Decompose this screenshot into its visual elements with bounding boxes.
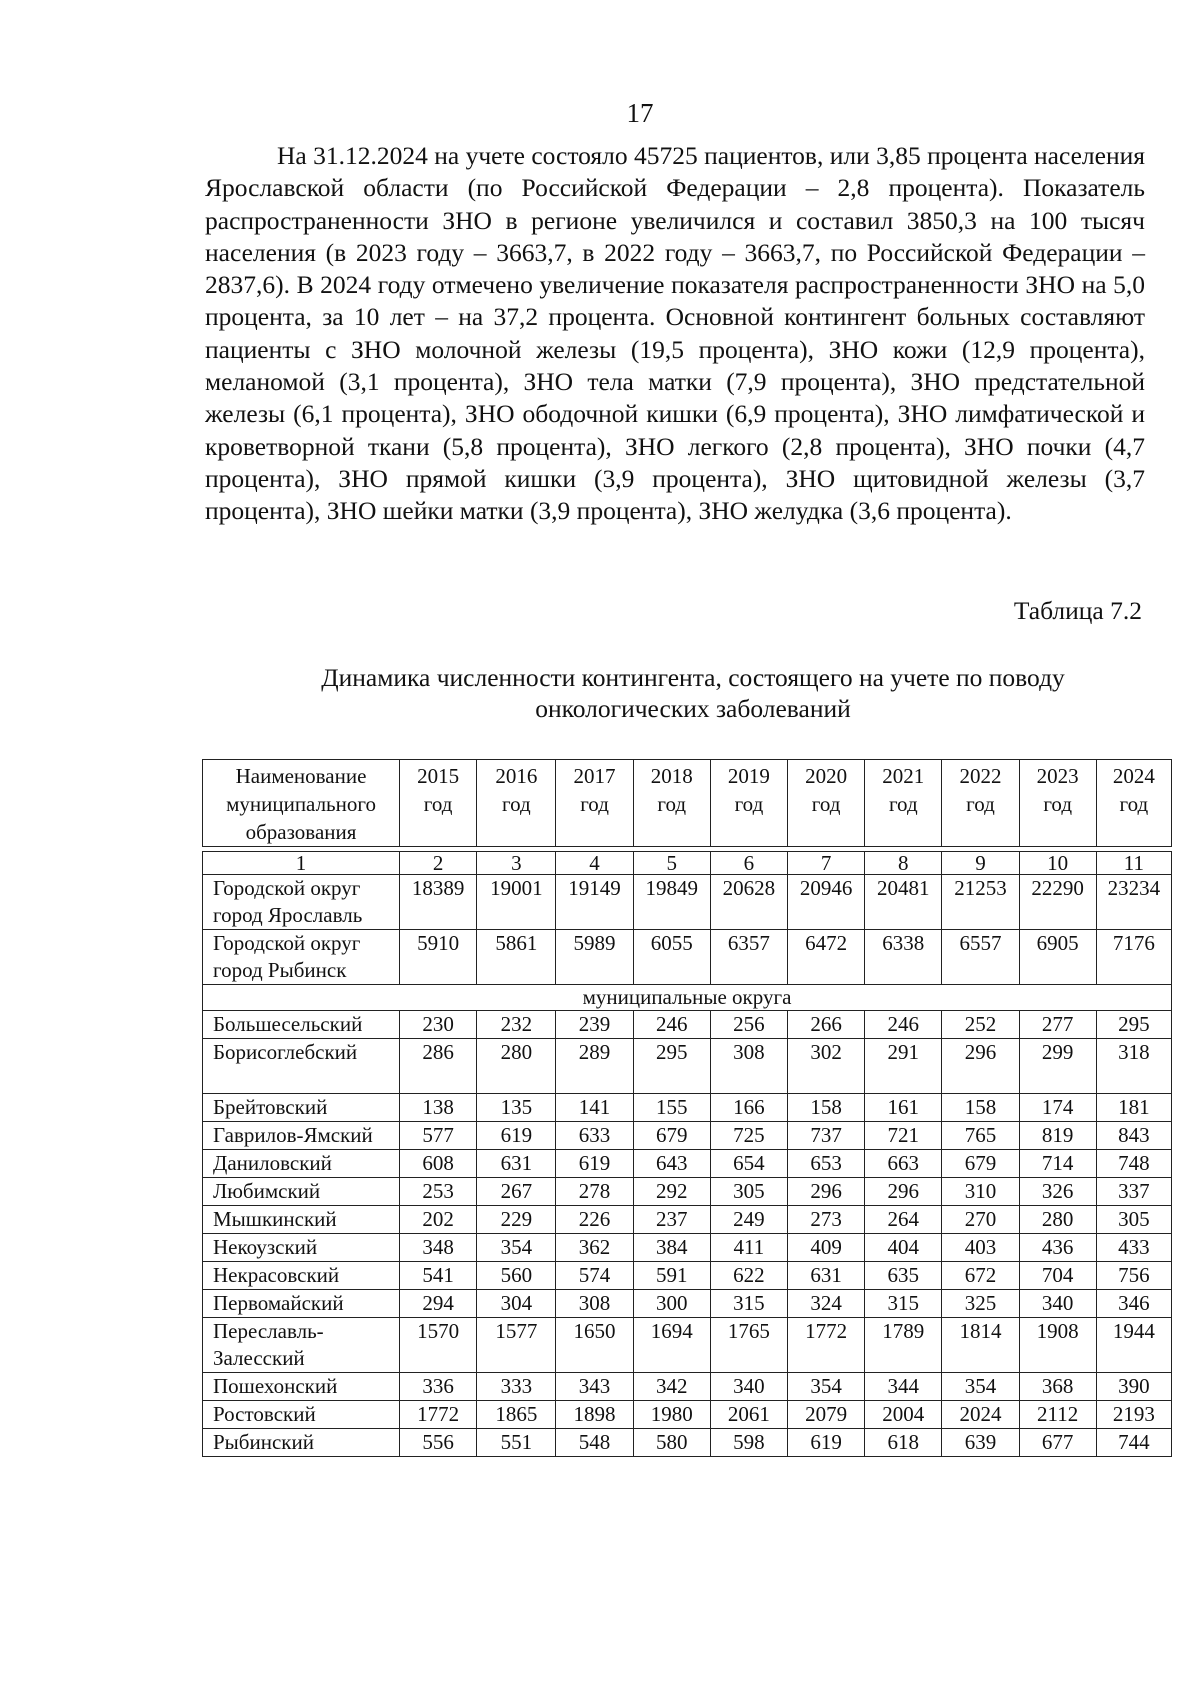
value-cell: 721 — [865, 1122, 942, 1150]
contingent-table — [202, 759, 1172, 1457]
header-year-cell: 2024 год — [1096, 760, 1171, 847]
value-cell: 295 — [1096, 1011, 1171, 1039]
table-row — [203, 1318, 1172, 1373]
value-cell: 1789 — [865, 1318, 942, 1373]
value-cell: 20628 — [710, 875, 787, 930]
value-cell: 404 — [865, 1234, 942, 1262]
column-number-cell: 2 — [400, 852, 477, 875]
value-cell: 2061 — [710, 1401, 787, 1429]
value-cell: 643 — [633, 1150, 710, 1178]
value-cell: 270 — [942, 1206, 1019, 1234]
value-cell: 1570 — [400, 1318, 477, 1373]
value-cell: 631 — [788, 1262, 865, 1290]
value-cell: 166 — [710, 1094, 787, 1122]
column-number-cell: 3 — [477, 852, 556, 875]
header-year-cell: 2020 год — [788, 760, 865, 847]
value-cell: 639 — [942, 1429, 1019, 1457]
value-cell: 304 — [477, 1290, 556, 1318]
value-cell: 277 — [1019, 1011, 1096, 1039]
header-year-cell: 2021 год — [865, 760, 942, 847]
value-cell: 340 — [1019, 1290, 1096, 1318]
value-cell: 677 — [1019, 1429, 1096, 1457]
value-cell: 390 — [1096, 1373, 1171, 1401]
value-cell: 318 — [1096, 1039, 1171, 1094]
table-row — [203, 1262, 1172, 1290]
value-cell: 273 — [788, 1206, 865, 1234]
value-cell: 1650 — [556, 1318, 633, 1373]
value-cell: 20481 — [865, 875, 942, 930]
value-cell: 633 — [556, 1122, 633, 1150]
value-cell: 324 — [788, 1290, 865, 1318]
municipality-name-cell: Переславль-Залесский — [203, 1318, 400, 1373]
value-cell: 18389 — [400, 875, 477, 930]
municipality-name-cell: Городской округ город Рыбинск — [203, 930, 400, 985]
municipality-name-cell: Ростовский — [203, 1401, 400, 1429]
value-cell: 22290 — [1019, 875, 1096, 930]
value-cell: 315 — [710, 1290, 787, 1318]
value-cell: 6472 — [788, 930, 865, 985]
value-cell: 1772 — [400, 1401, 477, 1429]
municipality-name-cell: Пошехонский — [203, 1373, 400, 1401]
value-cell: 672 — [942, 1262, 1019, 1290]
value-cell: 362 — [556, 1234, 633, 1262]
body-paragraph: На 31.12.2024 на учете состояло 45725 пациентов, или 3,85 процента населения Ярославской области (по Российской Федерации – 2,8 процента). Показатель распространенности ЗНО в регионе увеличился и составил 3850,3 на 100 тысяч населения (в 2023 году – 3663,7, в 2022 году – 3663,7, по Российской Федерации – 2837,6). В 2024 году отмечено увеличение показателя распространенности ЗНО на 5,0 процента, за 10 лет – на 37,2 процента. Основной контингент больных составляют пациенты с ЗНО молочной железы (19,5 процента), ЗНО кожи (12,9 процента), меланомой (3,1 процента), ЗНО тела матки (7,9 процента), ЗНО предстательной железы (6,1 процента), ЗНО ободочной кишки (6,9 процента), ЗНО лимфатической и кроветворной ткани (5,8 процента), ЗНО легкого (2,8 процента), ЗНО почки (4,7 процента), ЗНО прямой кишки (3,9 процента), ЗНО щитовидной железы (3,7 процента), ЗНО шейки матки (3,9 процента), ЗНО желудка (3,6 процента). — [205, 141, 1145, 526]
value-cell: 548 — [556, 1429, 633, 1457]
header-name-cell: Наименование муниципального образования — [203, 760, 400, 847]
value-cell: 654 — [710, 1150, 787, 1178]
column-number-cell: 5 — [633, 852, 710, 875]
header-year-cell: 2022 год — [942, 760, 1019, 847]
column-number-cell: 10 — [1019, 852, 1096, 875]
value-cell: 289 — [556, 1039, 633, 1094]
value-cell: 23234 — [1096, 875, 1171, 930]
value-cell: 286 — [400, 1039, 477, 1094]
value-cell: 6338 — [865, 930, 942, 985]
page-number: 17 — [626, 98, 654, 128]
value-cell: 6055 — [633, 930, 710, 985]
value-cell: 2024 — [942, 1401, 1019, 1429]
header-year-cell: 2023 год — [1019, 760, 1096, 847]
header-year-cell: 2015 год — [400, 760, 477, 847]
value-cell: 551 — [477, 1429, 556, 1457]
municipality-name-cell: Брейтовский — [203, 1094, 400, 1122]
header-year-cell: 2019 год — [710, 760, 787, 847]
table-row — [203, 1011, 1172, 1039]
value-cell: 1577 — [477, 1318, 556, 1373]
value-cell: 252 — [942, 1011, 1019, 1039]
value-cell: 326 — [1019, 1178, 1096, 1206]
value-cell: 253 — [400, 1178, 477, 1206]
value-cell: 1694 — [633, 1318, 710, 1373]
table-row — [203, 1234, 1172, 1262]
value-cell: 20946 — [788, 875, 865, 930]
value-cell: 403 — [942, 1234, 1019, 1262]
value-cell: 280 — [1019, 1206, 1096, 1234]
value-cell: 249 — [710, 1206, 787, 1234]
table-header-row — [203, 760, 1172, 847]
value-cell: 5861 — [477, 930, 556, 985]
value-cell: 295 — [633, 1039, 710, 1094]
table-row — [203, 1150, 1172, 1178]
value-cell: 246 — [633, 1011, 710, 1039]
table-row — [203, 1206, 1172, 1234]
value-cell: 21253 — [942, 875, 1019, 930]
value-cell: 264 — [865, 1206, 942, 1234]
value-cell: 354 — [477, 1234, 556, 1262]
value-cell: 580 — [633, 1429, 710, 1457]
value-cell: 744 — [1096, 1429, 1171, 1457]
value-cell: 704 — [1019, 1262, 1096, 1290]
value-cell: 305 — [710, 1178, 787, 1206]
value-cell: 619 — [556, 1150, 633, 1178]
table-row — [203, 1429, 1172, 1457]
value-cell: 574 — [556, 1262, 633, 1290]
table-title-line-2: онкологических заболеваний — [535, 694, 851, 723]
value-cell: 591 — [633, 1262, 710, 1290]
value-cell: 158 — [788, 1094, 865, 1122]
value-cell: 619 — [477, 1122, 556, 1150]
municipality-name-cell: Большесельский — [203, 1011, 400, 1039]
value-cell: 737 — [788, 1122, 865, 1150]
value-cell: 843 — [1096, 1122, 1171, 1150]
value-cell: 19001 — [477, 875, 556, 930]
value-cell: 2079 — [788, 1401, 865, 1429]
value-cell: 368 — [1019, 1373, 1096, 1401]
municipality-name-cell: Городской округ город Ярославль — [203, 875, 400, 930]
value-cell: 725 — [710, 1122, 787, 1150]
column-number-cell: 11 — [1096, 852, 1171, 875]
value-cell: 333 — [477, 1373, 556, 1401]
value-cell: 618 — [865, 1429, 942, 1457]
value-cell: 679 — [942, 1150, 1019, 1178]
value-cell: 291 — [865, 1039, 942, 1094]
value-cell: 2193 — [1096, 1401, 1171, 1429]
value-cell: 232 — [477, 1011, 556, 1039]
value-cell: 299 — [1019, 1039, 1096, 1094]
municipality-name-cell: Некоузский — [203, 1234, 400, 1262]
value-cell: 436 — [1019, 1234, 1096, 1262]
value-cell: 348 — [400, 1234, 477, 1262]
value-cell: 6357 — [710, 930, 787, 985]
value-cell: 302 — [788, 1039, 865, 1094]
municipality-name-cell: Борисоглебский — [203, 1039, 400, 1094]
value-cell: 344 — [865, 1373, 942, 1401]
value-cell: 354 — [788, 1373, 865, 1401]
value-cell: 556 — [400, 1429, 477, 1457]
value-cell: 1765 — [710, 1318, 787, 1373]
value-cell: 343 — [556, 1373, 633, 1401]
table-row — [203, 1122, 1172, 1150]
table-row — [203, 1373, 1172, 1401]
value-cell: 19149 — [556, 875, 633, 930]
value-cell: 229 — [477, 1206, 556, 1234]
value-cell: 1865 — [477, 1401, 556, 1429]
section-label-cell: муниципальные округа — [203, 985, 1172, 1011]
header-year-cell: 2018 год — [633, 760, 710, 847]
municipality-name-cell: Гаврилов-Ямский — [203, 1122, 400, 1150]
value-cell: 631 — [477, 1150, 556, 1178]
value-cell: 246 — [865, 1011, 942, 1039]
column-number-cell: 9 — [942, 852, 1019, 875]
value-cell: 433 — [1096, 1234, 1171, 1262]
value-cell: 325 — [942, 1290, 1019, 1318]
municipality-name-cell: Даниловский — [203, 1150, 400, 1178]
value-cell: 310 — [942, 1178, 1019, 1206]
value-cell: 308 — [710, 1039, 787, 1094]
value-cell: 155 — [633, 1094, 710, 1122]
value-cell: 296 — [865, 1178, 942, 1206]
municipality-name-cell: Мышкинский — [203, 1206, 400, 1234]
header-year-cell: 2016 год — [477, 760, 556, 847]
value-cell: 1814 — [942, 1318, 1019, 1373]
table-row — [203, 1094, 1172, 1122]
value-cell: 714 — [1019, 1150, 1096, 1178]
value-cell: 266 — [788, 1011, 865, 1039]
value-cell: 135 — [477, 1094, 556, 1122]
table-row — [203, 875, 1172, 930]
value-cell: 239 — [556, 1011, 633, 1039]
value-cell: 1944 — [1096, 1318, 1171, 1373]
value-cell: 598 — [710, 1429, 787, 1457]
value-cell: 635 — [865, 1262, 942, 1290]
value-cell: 294 — [400, 1290, 477, 1318]
value-cell: 819 — [1019, 1122, 1096, 1150]
value-cell: 384 — [633, 1234, 710, 1262]
value-cell: 230 — [400, 1011, 477, 1039]
column-number-cell: 8 — [865, 852, 942, 875]
value-cell: 280 — [477, 1039, 556, 1094]
value-cell: 340 — [710, 1373, 787, 1401]
value-cell: 622 — [710, 1262, 787, 1290]
value-cell: 5910 — [400, 930, 477, 985]
value-cell: 541 — [400, 1262, 477, 1290]
value-cell: 292 — [633, 1178, 710, 1206]
value-cell: 267 — [477, 1178, 556, 1206]
value-cell: 1908 — [1019, 1318, 1096, 1373]
value-cell: 354 — [942, 1373, 1019, 1401]
value-cell: 202 — [400, 1206, 477, 1234]
value-cell: 256 — [710, 1011, 787, 1039]
column-number-cell: 1 — [203, 852, 400, 875]
value-cell: 619 — [788, 1429, 865, 1457]
municipality-name-cell: Некрасовский — [203, 1262, 400, 1290]
value-cell: 560 — [477, 1262, 556, 1290]
value-cell: 748 — [1096, 1150, 1171, 1178]
column-number-cell: 7 — [788, 852, 865, 875]
value-cell: 315 — [865, 1290, 942, 1318]
value-cell: 679 — [633, 1122, 710, 1150]
value-cell: 296 — [942, 1039, 1019, 1094]
value-cell: 342 — [633, 1373, 710, 1401]
header-year-cell: 2017 год — [556, 760, 633, 847]
value-cell: 141 — [556, 1094, 633, 1122]
value-cell: 5989 — [556, 930, 633, 985]
value-cell: 6557 — [942, 930, 1019, 985]
value-cell: 608 — [400, 1150, 477, 1178]
value-cell: 7176 — [1096, 930, 1171, 985]
value-cell: 138 — [400, 1094, 477, 1122]
municipality-name-cell: Любимский — [203, 1178, 400, 1206]
table-row — [203, 930, 1172, 985]
table-row — [203, 1178, 1172, 1206]
value-cell: 1772 — [788, 1318, 865, 1373]
municipality-name-cell: Рыбинский — [203, 1429, 400, 1457]
value-cell: 346 — [1096, 1290, 1171, 1318]
section-row — [203, 985, 1172, 1011]
value-cell: 226 — [556, 1206, 633, 1234]
value-cell: 6905 — [1019, 930, 1096, 985]
value-cell: 296 — [788, 1178, 865, 1206]
value-cell: 1898 — [556, 1401, 633, 1429]
value-cell: 663 — [865, 1150, 942, 1178]
value-cell: 2004 — [865, 1401, 942, 1429]
value-cell: 765 — [942, 1122, 1019, 1150]
column-number-cell: 6 — [710, 852, 787, 875]
value-cell: 278 — [556, 1178, 633, 1206]
table-row — [203, 1039, 1172, 1094]
value-cell: 409 — [788, 1234, 865, 1262]
value-cell: 19849 — [633, 875, 710, 930]
value-cell: 300 — [633, 1290, 710, 1318]
table-body — [203, 760, 1172, 1457]
column-number-row — [203, 852, 1172, 875]
value-cell: 308 — [556, 1290, 633, 1318]
value-cell: 181 — [1096, 1094, 1171, 1122]
value-cell: 161 — [865, 1094, 942, 1122]
value-cell: 305 — [1096, 1206, 1171, 1234]
table-title-line-1: Динамика численности контингента, состоящего на учете по поводу — [321, 663, 1065, 692]
table-row — [203, 1401, 1172, 1429]
value-cell: 577 — [400, 1122, 477, 1150]
table-title — [223, 662, 1163, 724]
value-cell: 336 — [400, 1373, 477, 1401]
column-number-cell: 4 — [556, 852, 633, 875]
table-row — [203, 1290, 1172, 1318]
value-cell: 337 — [1096, 1178, 1171, 1206]
value-cell: 158 — [942, 1094, 1019, 1122]
value-cell: 1980 — [633, 1401, 710, 1429]
value-cell: 2112 — [1019, 1401, 1096, 1429]
value-cell: 653 — [788, 1150, 865, 1178]
value-cell: 411 — [710, 1234, 787, 1262]
value-cell: 237 — [633, 1206, 710, 1234]
table-label: Таблица 7.2 — [1013, 596, 1142, 625]
value-cell: 756 — [1096, 1262, 1171, 1290]
municipality-name-cell: Первомайский — [203, 1290, 400, 1318]
value-cell: 174 — [1019, 1094, 1096, 1122]
